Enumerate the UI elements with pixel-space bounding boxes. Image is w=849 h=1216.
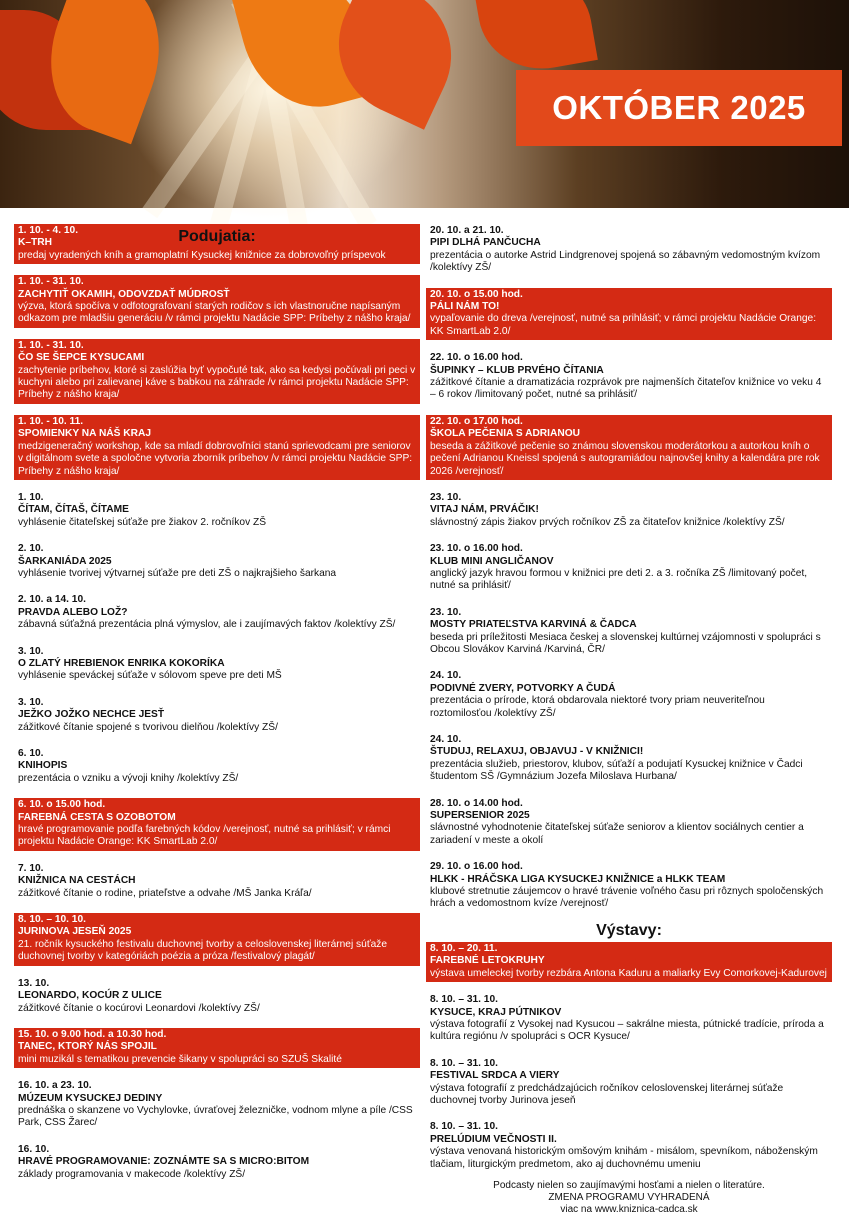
events-heading: Podujatia: — [178, 228, 256, 245]
event-description: vypaľovanie do dreva /verejnosť, nutné sa prihlásiť; v rámci projektu Nadácie Orange: KK SmartLab 2.0/ — [430, 313, 817, 337]
event-entry — [426, 797, 832, 850]
page-title: OKTÓBER 2025 — [552, 89, 806, 126]
event-date: 1. 10. - 4. 10. — [18, 225, 79, 236]
event-date: 24. 10. — [430, 734, 462, 745]
event-entry — [14, 491, 420, 531]
events-column-left — [14, 224, 420, 1194]
event-date: 22. 10. o 16.00 hod. — [430, 352, 523, 364]
footer-notice: ZMENA PROGRAMU VYHRADENÁ — [548, 1191, 710, 1203]
event-title: MOSTY PRIATEĽSTVA KARVINÁ & ČADCA — [430, 619, 637, 631]
event-entry — [426, 1057, 832, 1110]
event-description: anglický jazyk hravou formou v knižnici pre deti 2. a 3. ročníka ZŠ /limitovaný počet, nutné sa prihlásiť/ — [430, 567, 808, 592]
events-column-right — [426, 224, 832, 1216]
event-title: ŠKOLA PEČENIA S ADRIANOU — [430, 428, 580, 440]
event-title: PÁLI NÁM TO! — [430, 301, 500, 313]
event-entry — [14, 798, 420, 851]
event-entry — [14, 747, 420, 787]
event-date: 1. 10. - 31. 10. — [18, 339, 84, 351]
event-entry — [14, 275, 420, 328]
event-title: FAREBNÉ LETOKRUHY — [430, 955, 545, 967]
event-entry — [14, 1143, 420, 1183]
event-description: zachytenie príbehov, ktoré si zaslúžia byť vypočuté tak, ako sa kedysi počúvali pri peci v kuchyni alebo pri zalievanej káve s babkou na záhrade /v rámci projektu Nadácie SPP: Príbehy z nášho kraja/ — [18, 364, 416, 401]
event-title: ČÍTAM, ČÍTAŠ, ČÍTAME — [18, 504, 129, 516]
event-title: JURINOVA JESEŇ 2025 — [18, 926, 132, 938]
event-entry — [14, 696, 420, 736]
event-title: PRELÚDIUM VEČNOSTI II. — [430, 1133, 557, 1145]
event-date: 8. 10. – 31. 10. — [430, 994, 498, 1006]
event-date: 1. 10. - 31. 10. — [18, 276, 84, 288]
event-description: výstava venovaná historickým omšovým knihám - misálom, spevníkom, náboženským tlačiam, liturgickým predmetom, ako aj duchovnému umeniu — [430, 1146, 818, 1170]
event-description: hravé programovanie podľa farebných kódov /verejnosť, nutné sa prihlásiť; v rámci projektu Nadácie Orange: KK SmartLab 2.0/ — [18, 824, 391, 848]
event-title: PRAVDA ALEBO LOŽ? — [18, 606, 128, 618]
event-description: prezentácia služieb, priestorov, klubov, súťaží a podujatí Kysuckej knižnice v Čadci študentom SŠ /Gymnázium Jozefa Miloslava Hurbana/ — [430, 758, 803, 783]
event-date: 1. 10. — [18, 491, 44, 503]
event-title: LEONARDO, KOCÚR Z ULICE — [18, 990, 162, 1002]
event-description: vyhlásenie čitateľskej súťaže pre žiakov 2. ročníkov ZŠ — [18, 516, 267, 528]
event-description: výstava umeleckej tvorby rezbára Antona Kaduru a maliarky Evy Comorkovej-Kadurovej — [430, 967, 827, 979]
events-list-left — [14, 224, 420, 1183]
event-title: PIPI DLHÁ PANČUCHA — [430, 237, 541, 249]
event-date: 23. 10. o 16.00 hod. — [430, 543, 523, 555]
event-title: JEŽKO JOŽKO NECHCE JESŤ — [18, 709, 165, 721]
event-date: 20. 10. o 15.00 hod. — [430, 288, 523, 300]
event-date: 16. 10. — [18, 1143, 50, 1155]
event-entry — [14, 339, 420, 404]
event-entry — [426, 491, 832, 531]
footer-podcasts: Podcasty nielen so zaujímavými hosťami a nielen o literatúre. — [493, 1179, 765, 1191]
event-entry — [426, 733, 832, 786]
event-entry — [426, 1120, 832, 1173]
event-entry — [14, 645, 420, 685]
event-title: O ZLATÝ HREBIENOK ENRIKA KOKORÍKA — [18, 657, 225, 669]
event-title: ŠARKANIÁDA 2025 — [18, 555, 112, 567]
event-description: vyhlásenie tvorivej výtvarnej súťaže pre deti ZŠ o najkrajšieho šarkana — [18, 567, 337, 579]
event-title: ZACHYTIŤ OKAMIH, ODOVZDAŤ MÚDROSŤ — [18, 288, 230, 300]
event-title: KNIŽNICA NA CESTÁCH — [18, 875, 136, 887]
event-description: vyhlásenie speváckej súťaže v sólovom speve pre deti MŠ — [18, 670, 282, 682]
event-entry — [14, 862, 420, 902]
event-entry — [14, 1079, 420, 1132]
event-title: FAREBNÁ CESTA S OZOBOTOM — [18, 811, 176, 823]
footer-website: viac na www.kniznica-cadca.sk — [560, 1203, 698, 1215]
event-date: 24. 10. — [430, 670, 462, 682]
event-title: ČO SE ŠEPCE KYSUCAMI — [18, 352, 145, 364]
event-description: prezentácia o vzniku a vývoji knihy /kolektívy ZŠ/ — [18, 772, 239, 784]
header-photo — [0, 0, 849, 208]
event-date: 15. 10. o 9.00 hod. a 10.30 hod. — [18, 1028, 167, 1040]
event-date: 6. 10. — [18, 748, 44, 759]
event-title: ŠUPINKY – KLUB PRVÉHO ČÍTANIA — [430, 364, 604, 376]
exhibitions-heading: Výstavy: — [596, 921, 662, 939]
event-description: zážitkové čítanie o kocúrovi Leonardovi /kolektívy ZŠ/ — [18, 1002, 260, 1014]
event-entry — [426, 542, 832, 595]
event-title: KYSUCE, KRAJ PÚTNIKOV — [430, 1006, 562, 1018]
event-date: 29. 10. o 16.00 hod. — [430, 861, 523, 873]
leaf-icon — [472, 0, 598, 79]
event-date: 8. 10. – 31. 10. — [430, 1121, 498, 1133]
events-list-right — [426, 224, 832, 913]
event-description: výzva, ktorá spočíva v odfotografovaní starých rodičov s ich vlastnoručne napísaným odkazom pre mladšiu generáciu /v rámci projektu Nadácie SPP: Príbehy z nášho kraja/ — [18, 301, 411, 325]
month-title-box — [516, 70, 842, 146]
event-title: KNIHOPIS — [18, 760, 68, 772]
event-date: 8. 10. – 10. 10. — [18, 914, 86, 926]
event-title: HRAVÉ PROGRAMOVANIE: ZOZNÁMTE SA S MICRO:BITOM — [18, 1156, 310, 1168]
event-description: slávnostné vyhodnotenie čitateľskej súťaže seniorov a klientov sociálnych centier a zariadení v meste a okolí — [430, 822, 804, 846]
event-title: SUPERSENIOR 2025 — [430, 810, 530, 822]
event-entry — [14, 977, 420, 1017]
event-entry — [14, 542, 420, 582]
event-description: zážitkové čítanie o rodine, priateľstve a odvahe /MŠ Janka Kráľa/ — [18, 887, 312, 899]
event-entry — [426, 288, 832, 341]
event-entry — [426, 860, 832, 913]
event-description: mini muzikál s tematikou prevencie šikany v spolupráci so SZUŠ Skalité — [18, 1053, 342, 1065]
event-date: 2. 10. — [18, 543, 44, 555]
event-entry — [14, 1028, 420, 1068]
event-entry — [14, 415, 420, 480]
event-description: medzigeneračný workshop, kde sa mladí dobrovoľníci stanú sprievodcami pre seniorov v digitálnom svete a spoločne vytvoria zborník príbehov /v rámci projektu Nadácie SPP: Príbehy z nášho kraja/ — [18, 440, 413, 477]
event-description: slávnostný zápis žiakov prvých ročníkov ZŠ za čitateľov knižnice /kolektívy ZŠ/ — [430, 516, 785, 528]
event-description: klubové stretnutie záujemcov o hravé trávenie voľného času pri rôznych spoločenských hrách a vedomostnom kvíze /verejnosť/ — [430, 886, 824, 910]
event-date: 23. 10. — [430, 606, 462, 618]
event-date: 3. 10. — [18, 696, 44, 708]
event-date: 13. 10. — [18, 977, 50, 989]
event-title: HLKK - HRÁČSKA LIGA KYSUCKEJ KNIŽNICE a HLKK TEAM — [430, 873, 726, 885]
event-description: predaj vyradených kníh a gramoplatní Kysuckej knižnice za dobrovoľný príspevok — [18, 249, 386, 261]
footer — [426, 1180, 832, 1216]
event-date: 16. 10. a 23. 10. — [18, 1080, 92, 1092]
event-title: SPOMIENKY NA NÁŠ KRAJ — [18, 428, 152, 440]
event-description: prezentácia o prírode, ktorá obdarovala niektoré tvory priam neuveriteľnou roztomilosťou /kolektívy ZŠ/ — [430, 695, 765, 719]
event-entry — [426, 224, 832, 277]
event-description: základy programovania v makecode /kolektívy ZŠ/ — [18, 1168, 246, 1180]
event-title: KLUB MINI ANGLIČANOV — [430, 555, 554, 567]
event-entry — [14, 913, 420, 966]
event-description: zážitkové čítanie a dramatizácia rozprávok pre najmenších čitateľov knižnice vo veku 4 – 6 rokov /limitovaný počet, nutné sa prihlásiť/ — [430, 377, 822, 401]
exhibitions-list — [426, 942, 832, 1173]
event-date: 6. 10. o 15.00 hod. — [18, 799, 106, 811]
event-description: 21. ročník kysuckého festivalu duchovnej tvorby a celoslovenskej literárnej súťaže duchovnej tvorby v kategóriách poézia a próza /festivalový plagát/ — [18, 938, 388, 963]
event-description: beseda a zážitkové pečenie so známou slovenskou moderátorkou a autorkou kníh o pečení Adrianou Kneissl spojená s autogramiádou najnovšej knihy a kalendára pre rok 2026 /verejnosť/ — [430, 440, 820, 477]
event-description: beseda pri príležitosti Mesiaca českej a slovenskej kultúrnej vzájomnosti v spolupráci s Obcou Slovákov Karviná /Karviná, ČR/ — [430, 631, 821, 655]
event-date: 20. 10. a 21. 10. — [430, 225, 504, 236]
event-date: 7. 10. — [18, 862, 44, 874]
event-entry — [426, 942, 832, 982]
event-title: TANEC, KTORÝ NÁS SPOJIL — [18, 1041, 157, 1053]
event-title: FESTIVAL SRDCA A VIERY — [430, 1070, 560, 1082]
event-entry — [14, 593, 420, 633]
event-entry — [426, 669, 832, 722]
event-description: výstava fotografií z Vysokej nad Kysucou – sakrálne miesta, pútnické tradície, príroda a kultúra regiónu /v spolupráci s OCR Kysuce/ — [430, 1018, 824, 1043]
event-title: MÚZEUM KYSUCKEJ DEDINY — [18, 1092, 163, 1104]
event-date: 23. 10. — [430, 491, 462, 503]
event-date: 3. 10. — [18, 645, 44, 657]
event-entry — [426, 415, 832, 480]
event-entry — [426, 351, 832, 404]
event-title: ŠTUDUJ, RELAXUJ, OBJAVUJ - V KNIŽNICI! — [430, 746, 644, 758]
event-description: zábavná súťažná prezentácia plná výmyslov, ale i zaujímavých faktov /kolektívy ZŠ/ — [18, 619, 396, 631]
event-date: 2. 10. a 14. 10. — [18, 594, 86, 606]
event-date: 8. 10. – 31. 10. — [430, 1057, 498, 1069]
event-date: 1. 10. - 10. 11. — [18, 415, 84, 427]
event-title: VITAJ NÁM, PRVÁČIK! — [430, 504, 539, 516]
event-date: 22. 10. o 17.00 hod. — [430, 415, 523, 427]
event-title: K–TRH — [18, 237, 52, 249]
event-date: 8. 10. – 20. 11. — [430, 942, 498, 954]
event-description: zážitkové čítanie spojené s tvorivou dielňou /kolektívy ZŠ/ — [18, 721, 278, 733]
event-date: 28. 10. o 14.00 hod. — [430, 797, 523, 809]
event-entry — [426, 993, 832, 1046]
event-description: výstava fotografií z predchádzajúcich ročníkov celoslovenskej literárnej súťaže duchovnej tvorby Jurinova jeseň — [430, 1082, 784, 1106]
event-entry — [426, 606, 832, 659]
event-description: prezentácia o autorke Astrid Lindgrenovej spojená so zábavným vedomostným kvízom /kolektívy ZŠ/ — [430, 249, 821, 274]
event-description: prednáška o skanzene vo Vychylovke, úvraťovej železničke, vodnom mlyne a píle /CSS Park, CSS Žarec/ — [18, 1104, 413, 1129]
event-title: PODIVNÉ ZVERY, POTVORKY A ČUDÁ — [430, 682, 616, 694]
